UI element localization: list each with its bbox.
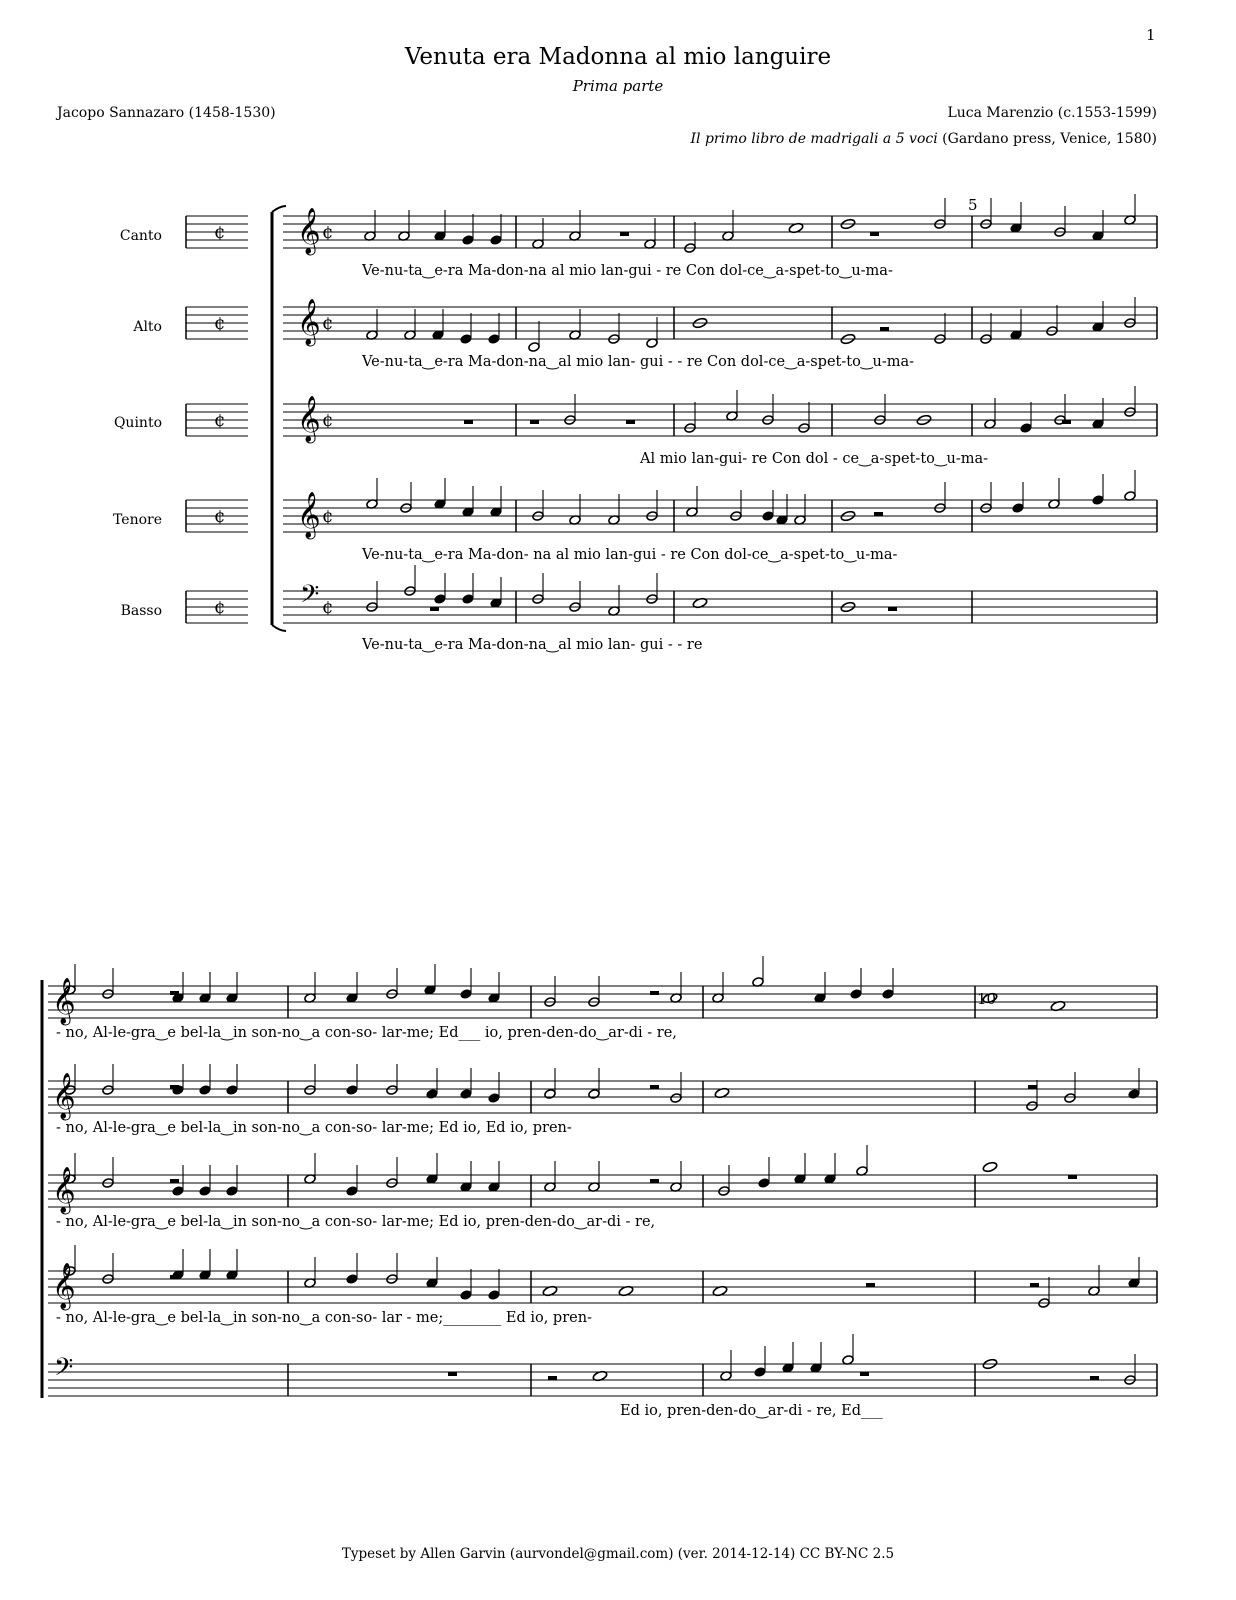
rest	[1068, 1175, 1077, 1179]
notehead	[346, 1186, 358, 1197]
notehead	[1026, 1101, 1038, 1112]
notehead	[460, 1089, 472, 1100]
lyrics-s1-basso: Ve-nu-ta‿e-ra Ma-don-na‿al mio lan- gui - - re	[362, 637, 703, 653]
notehead	[226, 1085, 238, 1096]
voice-label-canto: Canto	[119, 228, 162, 244]
clef: 𝄞	[52, 1167, 76, 1213]
lyrics-s1-canto: Ve-nu-ta‿e-ra Ma-don-na al mio lan-gui - re Con dol-ce‿a-spet-to‿u-ma-	[362, 263, 893, 279]
notehead	[544, 1089, 556, 1100]
notehead	[199, 1085, 211, 1096]
lyrics-s1-alto: Ve-nu-ta‿e-ra Ma-don-na‿al mio lan- gui - - re Con dol-ce‿a-spet-to‿u-ma-	[362, 354, 915, 370]
notehead	[758, 1178, 770, 1189]
rest	[448, 1372, 457, 1376]
notehead	[346, 1274, 358, 1285]
incipit-time-signature: ¢	[214, 597, 226, 618]
notehead	[346, 1085, 358, 1096]
notehead	[488, 1290, 500, 1301]
composer-credit: Luca Marenzio (c.1553-1599)	[947, 105, 1157, 121]
clef: 𝄞	[52, 1073, 76, 1119]
incipit-time-signature: ¢	[214, 222, 226, 243]
rest	[860, 1372, 869, 1376]
time-signature: ¢	[322, 222, 334, 243]
rest	[464, 420, 473, 424]
notehead	[172, 1186, 184, 1197]
notehead	[1128, 1089, 1140, 1100]
clef: 𝄢	[300, 580, 320, 615]
lyrics-s1-tenore: Ve-nu-ta‿e-ra Ma-don- na al mio lan-gui - re Con dol-ce‿a-spet-to‿u-ma-	[362, 547, 898, 563]
page-number: 1	[1146, 26, 1156, 44]
rest	[650, 991, 659, 995]
clef: 𝄞	[297, 208, 321, 254]
notehead	[460, 1290, 472, 1301]
rest	[880, 327, 889, 331]
rest	[888, 607, 897, 611]
rest	[620, 232, 629, 236]
rest	[170, 1179, 179, 1183]
notehead	[490, 235, 502, 246]
notehead	[1012, 503, 1024, 514]
notehead	[754, 1367, 766, 1378]
incipit-time-signature: ¢	[214, 506, 226, 527]
clef: 𝄞	[297, 492, 321, 538]
rest	[170, 991, 179, 995]
rest	[430, 607, 439, 611]
notehead	[434, 594, 446, 605]
lyrics-s2-canto: - no, Al-le-gra‿e bel-la‿in son-no‿a con-so- lar-me; Ed___ io, pren-den-do‿ar-di - re,	[56, 1025, 677, 1041]
lyrics-s2-quinto: - no, Al-le-gra‿e bel-la‿in son-no‿a con-so- lar-me; Ed io, pren-den-do‿ar-di - re,	[56, 1214, 656, 1230]
notehead	[460, 989, 472, 1000]
notehead	[488, 1093, 500, 1104]
notehead	[1064, 1093, 1076, 1104]
rest	[870, 232, 879, 236]
rest	[1062, 420, 1071, 424]
notehead	[386, 1085, 398, 1096]
lyrics-s2-alto: - no, Al-le-gra‿e bel-la‿in son-no‿a con-so- lar-me; Ed io, Ed io, pren-	[56, 1120, 572, 1136]
notehead	[1092, 495, 1104, 506]
clef: 𝄞	[52, 1263, 76, 1309]
time-signature: ¢	[322, 313, 334, 334]
notehead	[588, 1089, 600, 1100]
notehead	[199, 1186, 211, 1197]
voice-label-quinto: Quinto	[113, 415, 162, 431]
piece-subtitle: Prima parte	[572, 77, 664, 95]
rest	[650, 1179, 659, 1183]
rest	[650, 1085, 659, 1089]
notehead	[102, 1085, 114, 1096]
voice-label-basso: Basso	[120, 603, 162, 619]
voice-label-alto: Alto	[133, 319, 162, 335]
notehead	[426, 1089, 438, 1100]
rest	[1028, 1085, 1037, 1089]
notehead	[460, 334, 472, 345]
clef: 𝄞	[297, 396, 321, 442]
rest	[1030, 1283, 1039, 1287]
footer-credit: Typeset by Allen Garvin (aurvondel@gmail.com) (ver. 2014-12-14) CC BY-NC 2.5	[341, 1546, 895, 1562]
notehead	[982, 1161, 998, 1173]
measure-number-5: 5	[968, 196, 978, 214]
lyrics-s1-quinto: Al mio lan-gui- re Con dol - ce‿a-spet-to‿u-ma-	[640, 451, 989, 467]
rest	[170, 1275, 179, 1279]
rest	[170, 1085, 179, 1089]
clef: 𝄞	[52, 978, 76, 1024]
bracket-hook-top	[272, 206, 286, 212]
notehead	[1020, 423, 1032, 434]
notehead	[462, 594, 474, 605]
time-signature: ¢	[322, 597, 334, 618]
rest	[866, 1283, 875, 1287]
voice-label-tenore: Tenore	[113, 512, 162, 528]
clef: 𝄢	[54, 1353, 74, 1388]
lyrics-s2-tenore: - no, Al-le-gra‿e bel-la‿in son-no‿a con-so- lar - me;________ Ed io, pren-	[56, 1310, 592, 1326]
time-signature: ¢	[322, 410, 334, 431]
incipit-time-signature: ¢	[214, 313, 226, 334]
notehead	[462, 235, 474, 246]
notehead	[304, 1085, 316, 1096]
source-title: Il primo libro de madrigali a 5 voci	[690, 131, 938, 147]
rest	[1090, 1376, 1099, 1380]
measure-number-10: 10	[977, 990, 997, 1008]
lyrics-s2-basso: Ed io, pren-den-do‿ar-di - re, Ed___	[620, 1403, 883, 1419]
notehead	[670, 1093, 682, 1104]
notehead	[850, 989, 862, 1000]
source-details: (Gardano press, Venice, 1580)	[942, 131, 1157, 147]
incipit-time-signature: ¢	[214, 410, 226, 431]
notehead	[528, 342, 540, 353]
piece-title: Venuta era Madonna al mio languire	[404, 44, 832, 70]
notehead	[488, 334, 500, 345]
rest	[530, 420, 539, 424]
rest	[874, 512, 883, 516]
bracket-hook-bottom	[272, 625, 286, 631]
time-signature: ¢	[322, 506, 334, 527]
notehead	[882, 989, 894, 1000]
poet-credit: Jacopo Sannazaro (1458-1530)	[57, 105, 276, 121]
rest	[626, 420, 635, 424]
clef: 𝄞	[297, 299, 321, 345]
rest	[548, 1376, 557, 1380]
notehead	[226, 1186, 238, 1197]
notehead	[762, 511, 774, 522]
